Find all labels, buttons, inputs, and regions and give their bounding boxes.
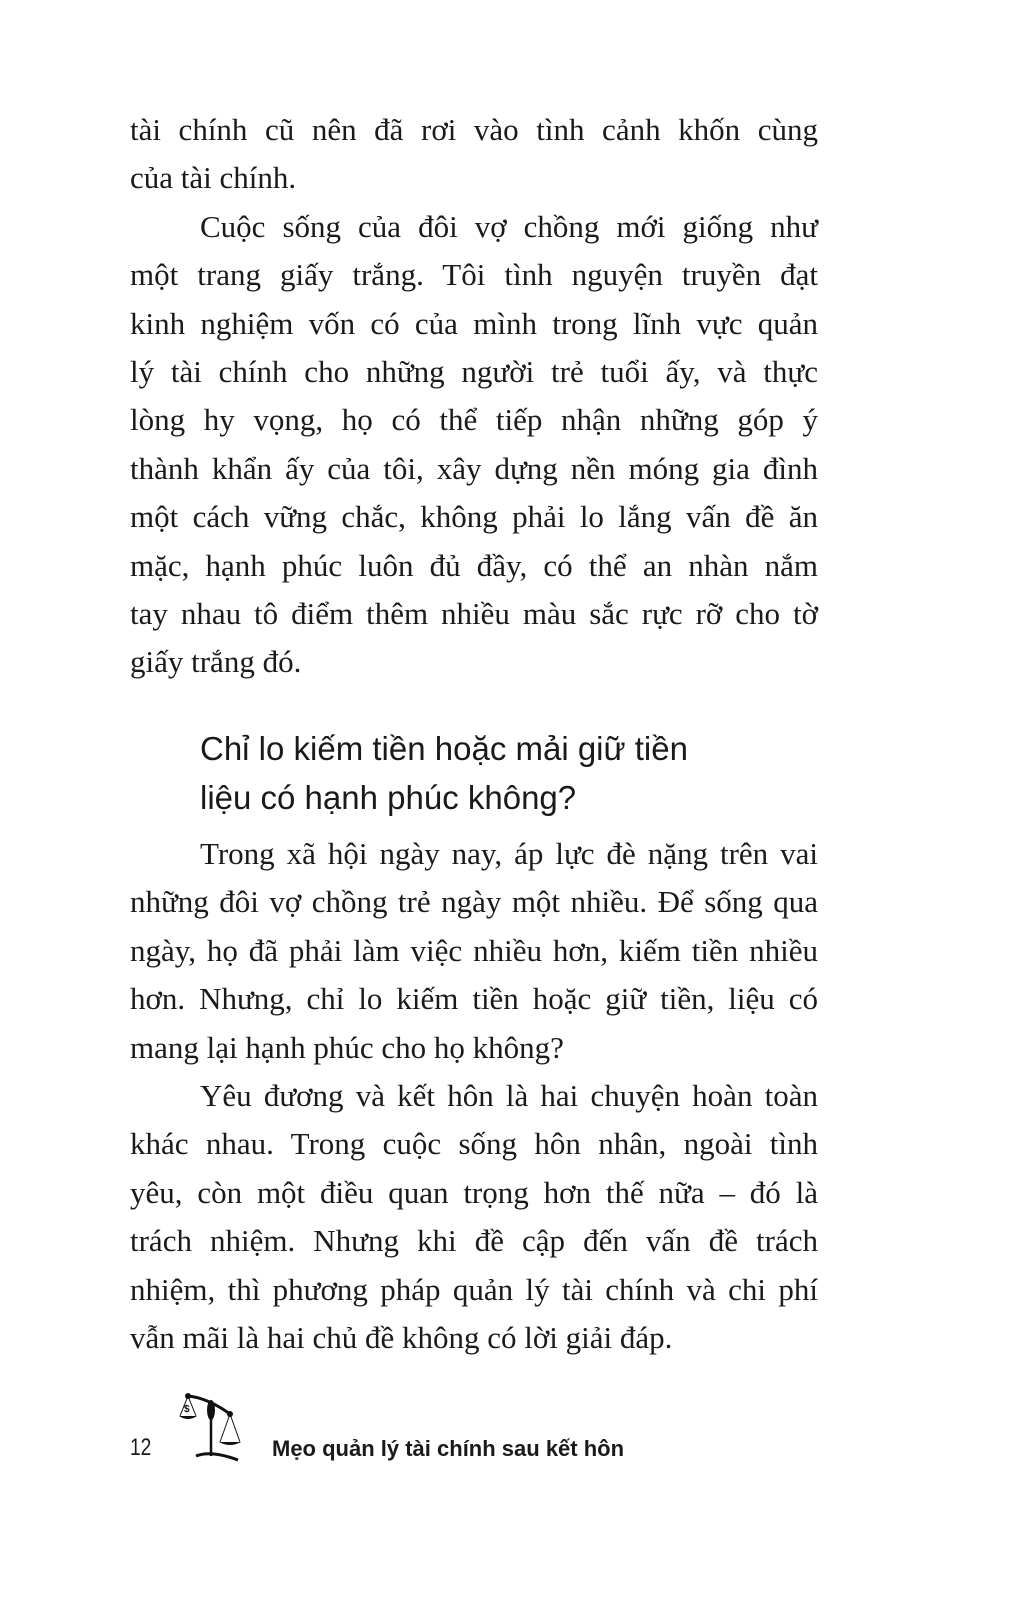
text-line: của tài chính. [130,160,297,196]
text-line: Trong xã hội ngày nay, áp lực đè nặng trên vai [200,836,818,871]
text-line: lòng hy vọng, họ có thể tiếp nhận những góp ý [130,402,818,438]
text-line: giấy trắng đó. [130,644,302,680]
dollar-sign: $ [184,1404,190,1415]
balance-scale-dollar-icon [178,1390,250,1470]
text-line: vẫn mãi là hai chủ đề không có lời giải đáp. [130,1319,673,1355]
book-title: Mẹo quản lý tài chính sau kết hôn [272,1436,625,1461]
text-line: một trang giấy trắng. Tôi tình nguyện truyền đạt [130,257,818,293]
text-line: mặc, hạnh phúc luôn đủ đầy, có thể an nhàn nắm [130,547,818,583]
text-line: Yêu đương và kết hôn là hai chuyện hoàn toàn [200,1077,818,1113]
text-line: ngày, họ đã phải làm việc nhiều hơn, kiếm tiền nhiều [130,932,818,968]
text-line: kinh nghiệm vốn có của mình trong lĩnh vực quản [130,305,818,341]
text-line: một cách vững chắc, không phải lo lắng vấn đề ăn [130,499,818,535]
text-line: lý tài chính cho những người trẻ tuổi ấy, và thực [130,353,818,389]
text-line: tay nhau tô điểm thêm nhiều màu sắc rực rỡ cho tờ [130,595,818,631]
text-line: những đôi vợ chồng trẻ ngày một nhiều. Để sống qua [130,884,818,920]
page-number: 12 [130,1434,152,1461]
text-line: yêu, còn một điều quan trọng hơn thế nữa – đó là [130,1174,818,1210]
section-heading [200,724,688,822]
body-text-bottom [130,830,818,1362]
text-line: mang lại hạnh phúc cho họ không? [130,1029,564,1065]
body-text-top [130,106,818,687]
heading-line: Chỉ lo kiếm tiền hoặc mải giữ tiền [200,730,688,767]
page-footer [130,1390,830,1480]
text-line: hơn. Nhưng, chỉ lo kiếm tiền hoặc giữ tiền, liệu có [130,981,818,1017]
text-line: khác nhau. Trong cuộc sống hôn nhân, ngoài tình [130,1126,818,1162]
text-line: Cuộc sống của đôi vợ chồng mới giống như [200,208,818,244]
text-line: tài chính cũ nên đã rơi vào tình cảnh khốn cùng [130,112,818,147]
text-line: nhiệm, thì phương pháp quản lý tài chính và chi phí [130,1271,818,1307]
text-line: trách nhiệm. Nhưng khi đề cập đến vấn đề trách [130,1223,818,1259]
heading-line: liệu có hạnh phúc không? [200,779,577,816]
text-line: thành khẩn ấy của tôi, xây dựng nền móng gia đình [130,450,818,486]
